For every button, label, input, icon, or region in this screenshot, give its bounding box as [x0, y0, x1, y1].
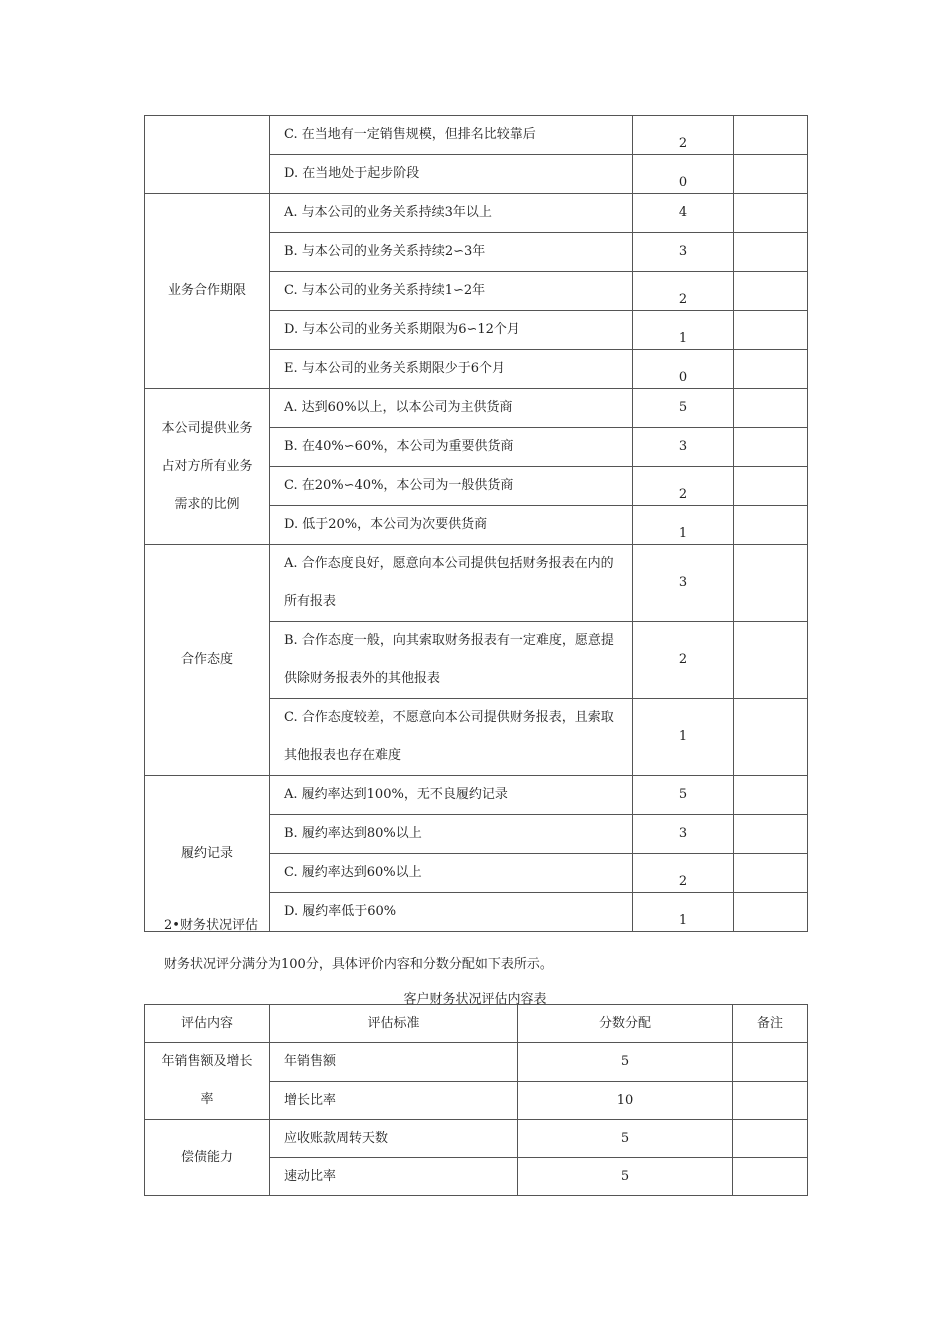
- remark-cell: [733, 1120, 808, 1158]
- category-cell: 业务合作期限: [145, 194, 270, 389]
- score-cell: 5: [518, 1158, 733, 1196]
- score-value: 2: [678, 136, 688, 151]
- criterion-cell: 速动比率: [270, 1158, 518, 1196]
- table-title: 客户财务状况评估内容表: [403, 992, 547, 1007]
- remark-cell: [734, 467, 808, 506]
- score-cell: [633, 350, 734, 389]
- criterion-cell: A. 合作态度良好，愿意向本公司提供包括财务报表在内的所有报表: [270, 545, 633, 622]
- criterion-cell: C. 与本公司的业务关系持续1∽2年: [270, 272, 633, 311]
- score-value: 0: [678, 370, 688, 385]
- score-cell: 3: [633, 815, 734, 854]
- criterion-cell: D. 低于20%，本公司为次要供货商: [270, 506, 633, 545]
- table-row: [145, 545, 808, 622]
- category-label: 本公司提供业务占对方所有业务需求的比例: [161, 420, 253, 512]
- category-cell: 履约记录: [145, 776, 270, 932]
- score-cell: 5: [518, 1120, 733, 1158]
- remark-cell: [734, 116, 808, 155]
- remark-cell: [734, 389, 808, 428]
- category-cell: [145, 389, 270, 545]
- score-cell: 3: [633, 428, 734, 467]
- section-description: 财务状况评分满分为100分，具体评价内容和分数分配如下表所示。: [164, 957, 553, 972]
- criterion-cell: B. 与本公司的业务关系持续2∽3年: [270, 233, 633, 272]
- score-value: 2: [678, 487, 688, 502]
- score-cell: [633, 893, 734, 932]
- score-value: 1: [678, 913, 688, 928]
- score-value: 1: [678, 526, 688, 541]
- remark-cell: [734, 776, 808, 815]
- remark-cell: [734, 699, 808, 776]
- score-cell: [633, 506, 734, 545]
- criterion-cell: 应收账款周转天数: [270, 1120, 518, 1158]
- remark-cell: [733, 1158, 808, 1196]
- column-header: 备注: [733, 1005, 808, 1043]
- score-value: 0: [678, 175, 688, 190]
- table-row: [145, 116, 808, 155]
- score-value: 2: [678, 292, 688, 307]
- criterion-cell: D. 与本公司的业务关系期限为6∽12个月: [270, 311, 633, 350]
- category-cell: 偿债能力: [145, 1120, 270, 1196]
- category-label: 年销售额及增长率: [161, 1054, 253, 1107]
- remark-cell: [734, 854, 808, 893]
- table-header-row: [145, 1005, 808, 1043]
- criterion-cell: 增长比率: [270, 1081, 518, 1120]
- score-cell: 5: [633, 776, 734, 815]
- table-row: [145, 389, 808, 428]
- table-row: [145, 1120, 808, 1158]
- category-cell: 合作态度: [145, 545, 270, 776]
- remark-cell: [734, 815, 808, 854]
- table-row: [145, 1043, 808, 1082]
- financial-evaluation-table: [144, 1004, 808, 1196]
- remark-cell: [734, 545, 808, 622]
- criterion-cell: A. 达到60%以上，以本公司为主供货商: [270, 389, 633, 428]
- remark-cell: [734, 311, 808, 350]
- criterion-cell: D. 履约率低于60%: [270, 893, 633, 932]
- customer-evaluation-table: [144, 115, 808, 932]
- criterion-cell: B. 合作态度一般，向其索取财务报表有一定难度，愿意提供除财务报表外的其他报表: [270, 622, 633, 699]
- remark-cell: [734, 272, 808, 311]
- score-cell: [633, 116, 734, 155]
- score-cell: 4: [633, 194, 734, 233]
- criterion-cell: C. 合作态度较差，不愿意向本公司提供财务报表，且索取其他报表也存在难度: [270, 699, 633, 776]
- score-cell: 2: [633, 622, 734, 699]
- score-cell: 3: [633, 545, 734, 622]
- score-cell: 10: [518, 1081, 733, 1120]
- table-row: [145, 776, 808, 815]
- remark-cell: [734, 622, 808, 699]
- table-row: [145, 194, 808, 233]
- remark-cell: [734, 506, 808, 545]
- score-cell: [633, 854, 734, 893]
- remark-cell: [734, 350, 808, 389]
- remark-cell: [734, 893, 808, 932]
- category-cell: [145, 1043, 270, 1120]
- score-cell: [633, 272, 734, 311]
- criterion-cell: A. 履约率达到100%，无不良履约记录: [270, 776, 633, 815]
- criterion-cell: C. 在20%∽40%，本公司为一般供货商: [270, 467, 633, 506]
- score-value: 2: [678, 874, 688, 889]
- column-header: 分数分配: [518, 1005, 733, 1043]
- score-value: 1: [678, 331, 688, 346]
- criterion-cell: C. 在当地有一定销售规模，但排名比较靠后: [270, 116, 633, 155]
- criterion-cell: B. 在40%∽60%，本公司为重要供货商: [270, 428, 633, 467]
- remark-cell: [734, 233, 808, 272]
- criterion-cell: A. 与本公司的业务关系持续3年以上: [270, 194, 633, 233]
- remark-cell: [734, 428, 808, 467]
- remark-cell: [734, 194, 808, 233]
- category-cell: [145, 116, 270, 194]
- score-cell: [633, 467, 734, 506]
- score-cell: 5: [518, 1043, 733, 1082]
- criterion-cell: E. 与本公司的业务关系期限少于6个月: [270, 350, 633, 389]
- column-header: 评估内容: [145, 1005, 270, 1043]
- score-cell: 3: [633, 233, 734, 272]
- criterion-cell: D. 在当地处于起步阶段: [270, 155, 633, 194]
- section-heading: 2•财务状况评估: [164, 918, 258, 933]
- score-cell: [633, 311, 734, 350]
- criterion-cell: B. 履约率达到80%以上: [270, 815, 633, 854]
- remark-cell: [733, 1043, 808, 1082]
- score-cell: 5: [633, 389, 734, 428]
- criterion-cell: C. 履约率达到60%以上: [270, 854, 633, 893]
- criterion-cell: 年销售额: [270, 1043, 518, 1082]
- score-cell: 1: [633, 699, 734, 776]
- score-cell: [633, 155, 734, 194]
- remark-cell: [734, 155, 808, 194]
- column-header: 评估标准: [270, 1005, 518, 1043]
- remark-cell: [733, 1081, 808, 1120]
